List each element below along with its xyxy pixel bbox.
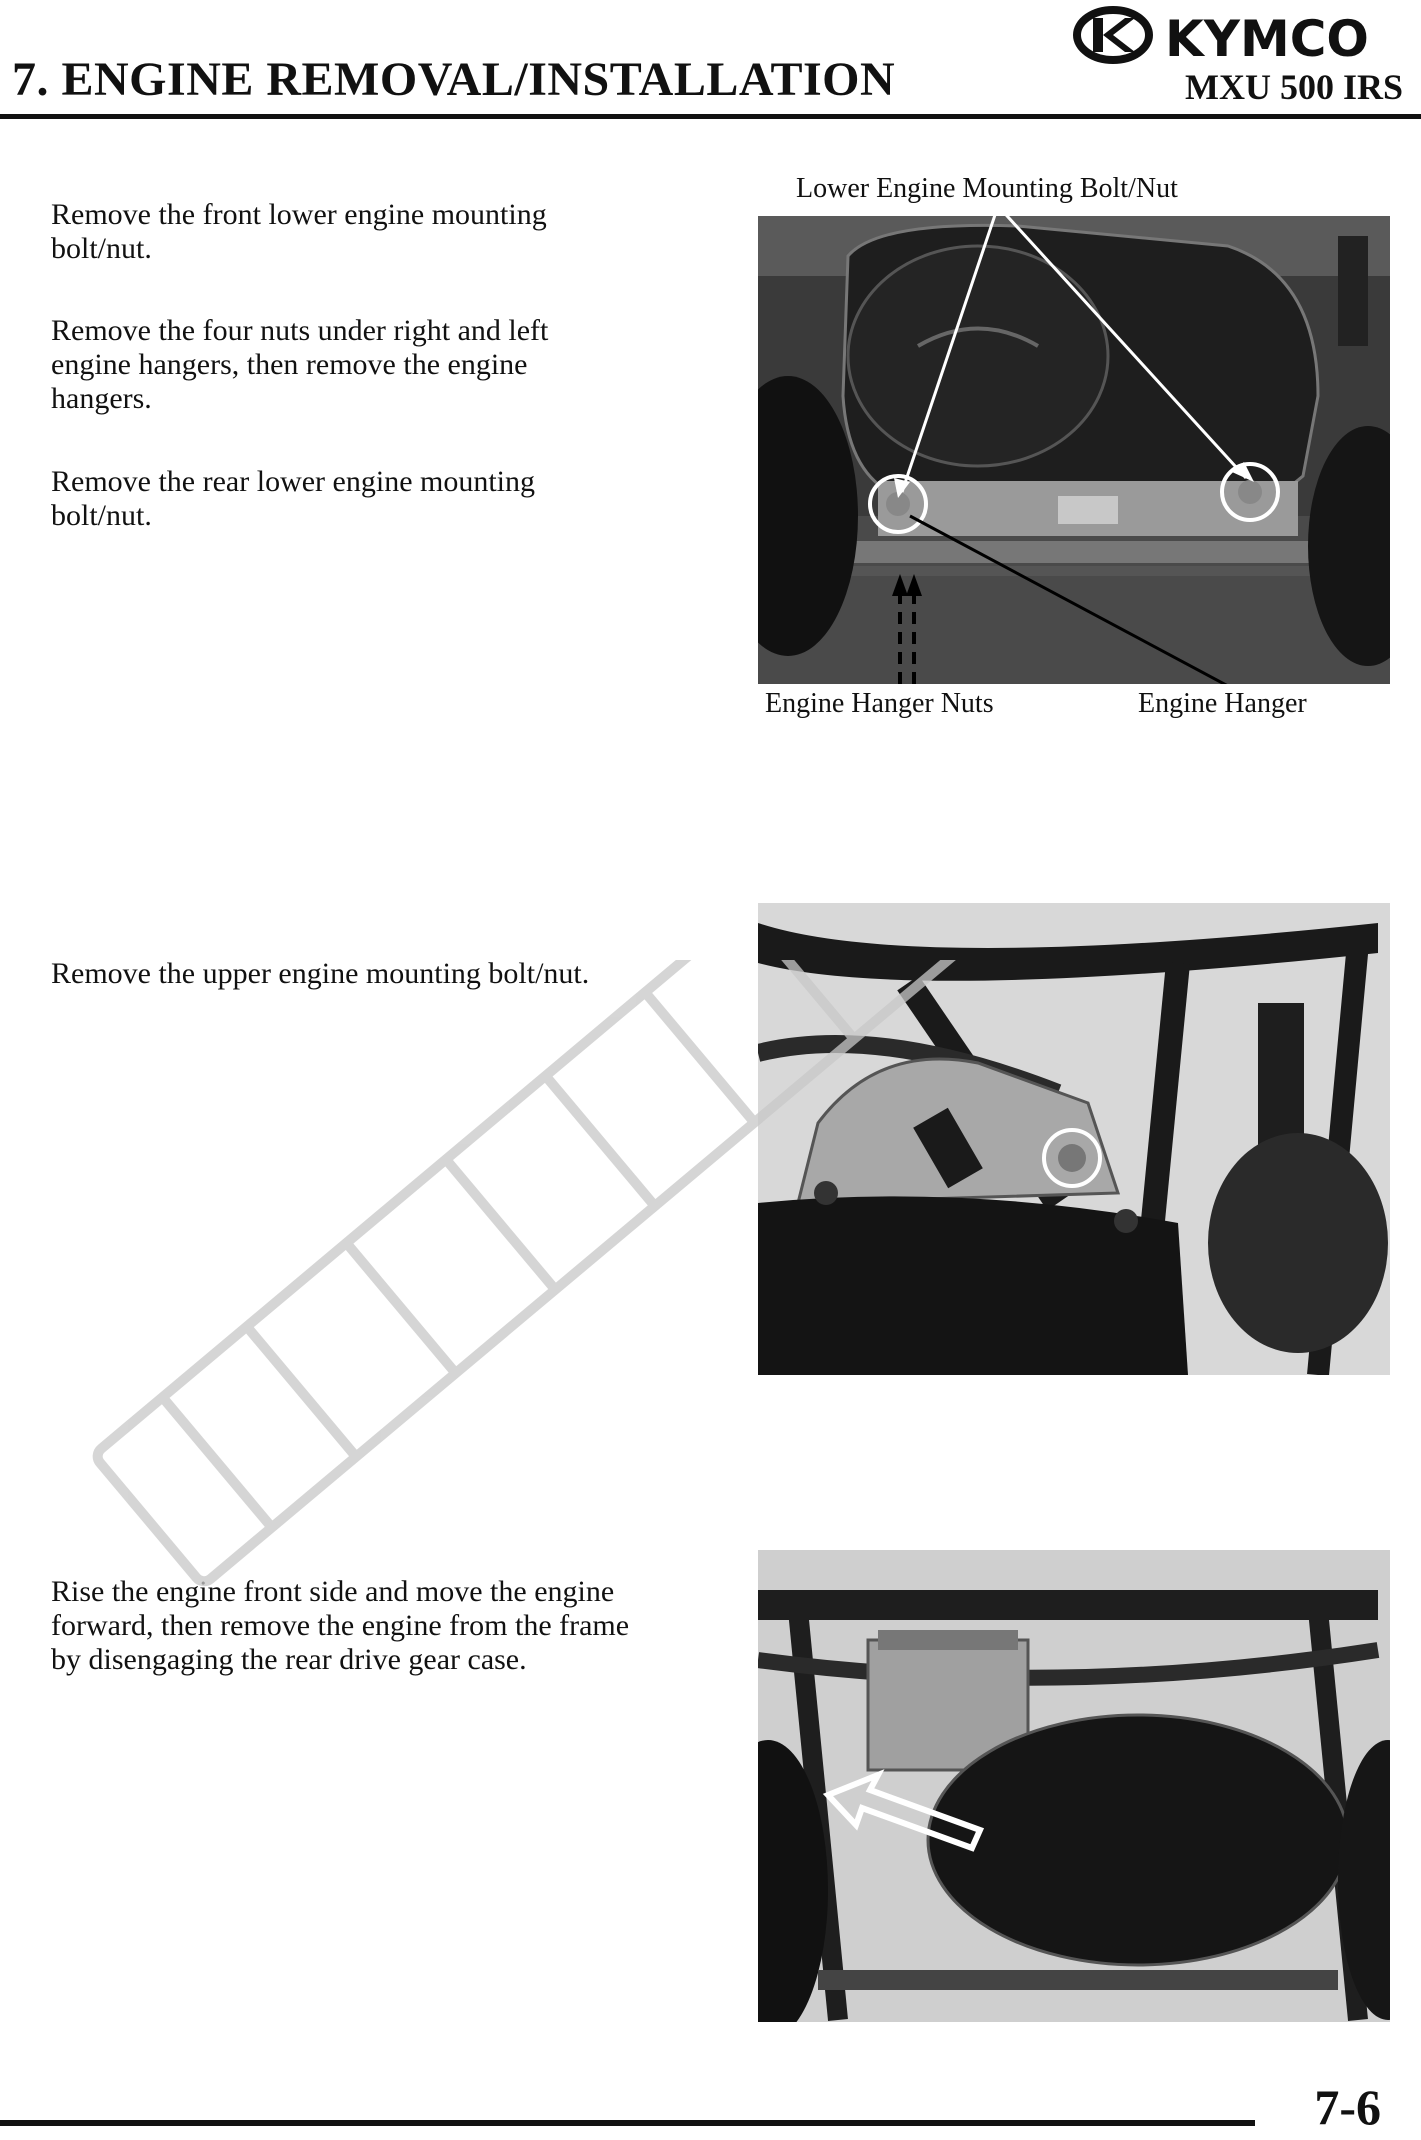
photo-engine-removal: [758, 1550, 1390, 2022]
section-title: 7. ENGINE REMOVAL/INSTALLATION: [12, 53, 896, 106]
kymco-logo-mark: [1073, 6, 1418, 64]
label-engine-hanger-nuts: Engine Hanger Nuts: [765, 688, 994, 719]
header-rule: [0, 114, 1421, 119]
photo-lower-engine-mount: [758, 216, 1390, 684]
model-name: MXU 500 IRS: [1184, 67, 1403, 107]
step-5-text: Rise the engine front side and move the engine forward, then remove the engine from the frame by disengaging the rear drive gear case.: [51, 1575, 630, 1676]
step-4-text: Remove the upper engine mounting bolt/nut.: [51, 957, 590, 990]
step-3-text: Remove the rear lower engine mounting bolt/nut.: [51, 465, 536, 532]
label-engine-hanger: Engine Hanger: [1138, 688, 1307, 719]
label-lower-engine-mounting-bolt: Lower Engine Mounting Bolt/Nut: [796, 173, 1178, 204]
footer-rule: [0, 2120, 1255, 2126]
page-number: 7-6: [1314, 2079, 1381, 2135]
step-2-text: Remove the four nuts under right and left engine hangers, then remove the engine hangers.: [51, 314, 549, 415]
photo-upper-engine-mount: [758, 903, 1390, 1375]
kymco-logo: [1073, 6, 1418, 64]
step-1-text: Remove the front lower engine mounting bolt/nut.: [51, 198, 547, 265]
brand-text: KYMCO: [1165, 10, 1369, 64]
